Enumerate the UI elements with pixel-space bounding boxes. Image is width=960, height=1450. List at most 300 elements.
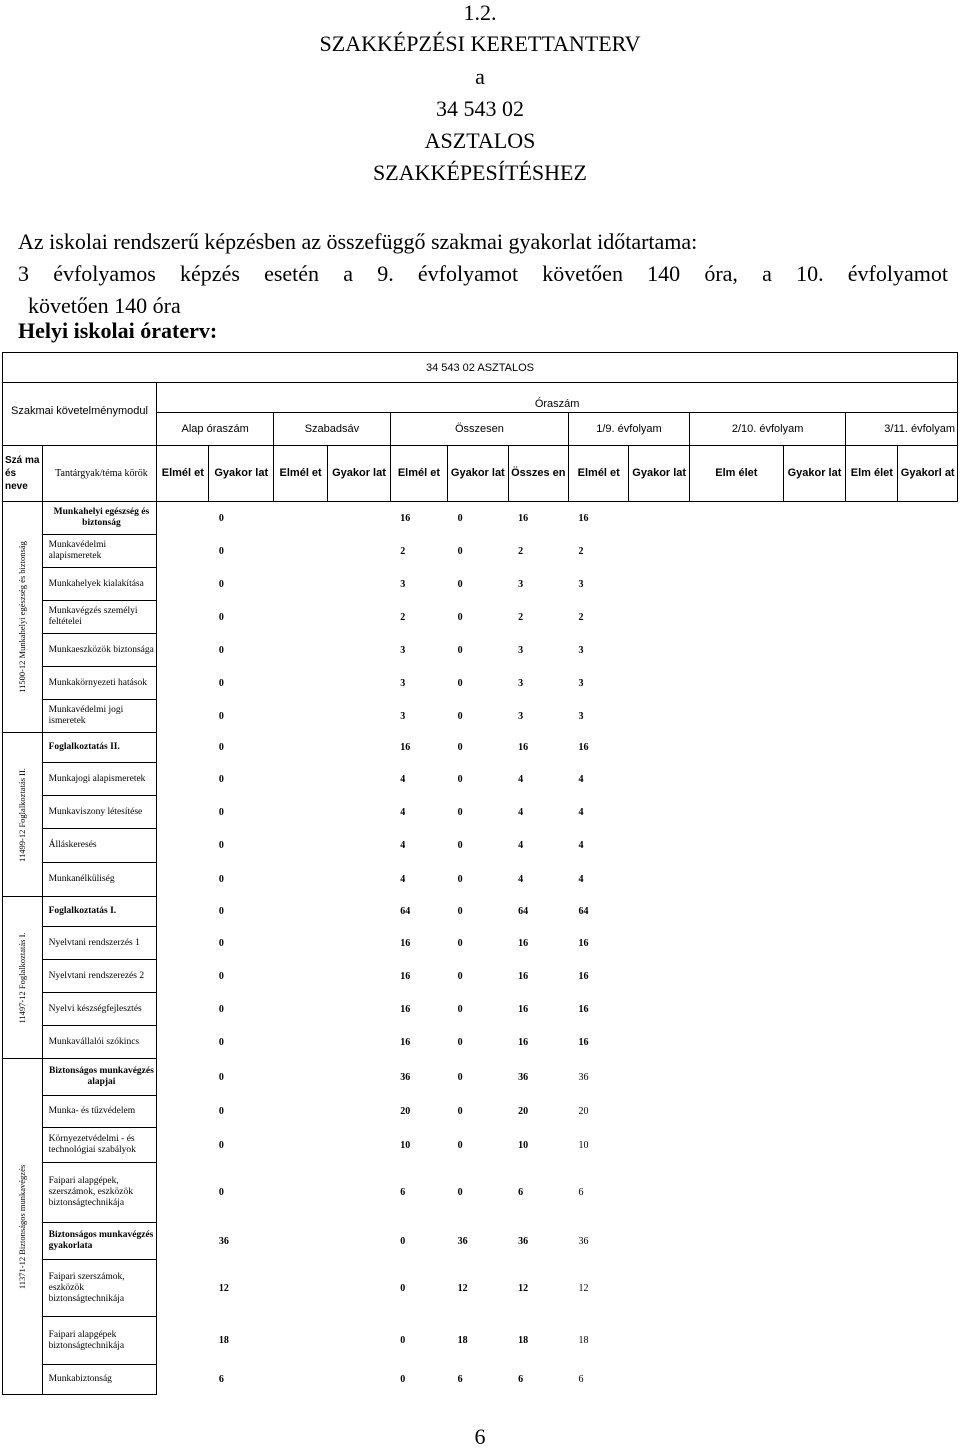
empty-cell bbox=[783, 829, 846, 863]
module-label-text: 11499-12 Foglalkoztatás II. bbox=[17, 767, 28, 862]
topic-cell: Nyelvi készségfejlesztés bbox=[42, 993, 157, 1026]
topic-cell: Munkavédelmi jogi ismeretek bbox=[42, 700, 157, 733]
empty-cell bbox=[898, 1026, 958, 1059]
empty-cell bbox=[898, 502, 958, 535]
empty-cell bbox=[629, 568, 689, 601]
empty-cell bbox=[157, 1223, 209, 1260]
table-row bbox=[3, 1365, 958, 1395]
table-row bbox=[3, 897, 958, 927]
module-label bbox=[3, 502, 43, 733]
hours-cell-e: 16 bbox=[518, 937, 529, 949]
hours-cell-c: 3 bbox=[400, 677, 406, 689]
hours-cell-d: 0 bbox=[457, 937, 463, 949]
table-row bbox=[3, 1096, 958, 1128]
empty-cell bbox=[783, 763, 846, 796]
hours-cell-b: 0 bbox=[218, 710, 224, 722]
hours-cell-e: 3 bbox=[518, 578, 524, 590]
table-row bbox=[3, 733, 958, 763]
hours-cell-f: 2 bbox=[578, 611, 584, 623]
empty-cell bbox=[783, 960, 846, 993]
empty-cell bbox=[157, 1096, 209, 1128]
hours-cell-f: 16 bbox=[578, 970, 589, 982]
table-row bbox=[3, 1260, 958, 1317]
module-header: Szakmai követelménymodul bbox=[3, 383, 157, 446]
hours-cell-e: 6 bbox=[518, 1187, 524, 1198]
hours-cell-f: 18 bbox=[578, 1335, 589, 1346]
hours-cell-f: 4 bbox=[578, 840, 584, 851]
section-title: Helyi iskolai óraterv: bbox=[18, 318, 218, 343]
topic-cell: Faipari alapgépek, szerszámok, eszközök biztonságtechnikája bbox=[42, 1163, 157, 1223]
empty-cell bbox=[629, 634, 689, 667]
hours-cell-e: 4 bbox=[518, 806, 524, 818]
empty-cell bbox=[689, 960, 783, 993]
empty-cell bbox=[328, 634, 391, 667]
hours-cell-f: 2 bbox=[578, 545, 584, 557]
hours-cell-c: 16 bbox=[400, 512, 411, 524]
empty-cell bbox=[783, 733, 846, 763]
empty-cell bbox=[898, 993, 958, 1026]
evfolyam-2-header: 2/10. évfolyam bbox=[689, 413, 845, 446]
hours-cell-d: 0 bbox=[457, 578, 463, 590]
empty-cell bbox=[898, 1365, 958, 1395]
table-row bbox=[3, 796, 958, 829]
empty-cell bbox=[846, 667, 898, 700]
empty-cell bbox=[846, 535, 898, 568]
empty-cell bbox=[629, 1096, 689, 1128]
table-row bbox=[3, 634, 958, 667]
empty-cell bbox=[783, 1163, 846, 1223]
empty-cell bbox=[274, 1026, 328, 1059]
hours-cell-b: 18 bbox=[218, 1335, 229, 1346]
empty-cell bbox=[157, 667, 209, 700]
empty-cell bbox=[328, 1128, 391, 1163]
empty-cell bbox=[846, 601, 898, 634]
empty-cell bbox=[898, 700, 958, 733]
hours-cell-e: 12 bbox=[518, 1282, 529, 1294]
empty-cell bbox=[157, 796, 209, 829]
empty-cell bbox=[274, 960, 328, 993]
empty-cell bbox=[629, 1026, 689, 1059]
empty-cell bbox=[157, 601, 209, 634]
empty-cell bbox=[898, 1163, 958, 1223]
empty-cell bbox=[274, 1096, 328, 1128]
empty-cell bbox=[157, 829, 209, 863]
empty-cell bbox=[783, 700, 846, 733]
column-header-10: Elm élet bbox=[689, 446, 783, 502]
module-label bbox=[3, 897, 43, 1059]
hours-cell-e: 16 bbox=[518, 512, 529, 524]
hours-cell-c: 36 bbox=[400, 1071, 411, 1083]
empty-cell bbox=[629, 927, 689, 960]
empty-cell bbox=[898, 763, 958, 796]
hours-cell-d: 0 bbox=[457, 840, 463, 851]
empty-cell bbox=[846, 1096, 898, 1128]
hours-cell-e: 18 bbox=[518, 1335, 529, 1346]
szabadsav-header: Szabadsáv bbox=[274, 413, 391, 446]
empty-cell bbox=[783, 568, 846, 601]
empty-cell bbox=[846, 1260, 898, 1317]
hours-cell-b: 0 bbox=[218, 545, 224, 557]
empty-cell bbox=[898, 829, 958, 863]
empty-cell bbox=[629, 960, 689, 993]
hours-cell-d: 0 bbox=[457, 1187, 463, 1198]
empty-cell bbox=[689, 535, 783, 568]
empty-cell bbox=[689, 700, 783, 733]
hours-cell-e: 4 bbox=[518, 874, 524, 885]
hours-cell-f: 64 bbox=[578, 906, 589, 917]
hours-cell-b: 0 bbox=[218, 677, 224, 689]
hours-cell-d: 18 bbox=[457, 1335, 468, 1346]
hours-cell-f: 4 bbox=[578, 874, 584, 885]
table-row bbox=[3, 1163, 958, 1223]
empty-cell bbox=[157, 993, 209, 1026]
hours-cell-d: 0 bbox=[457, 906, 463, 917]
hours-cell-c: 0 bbox=[400, 1282, 406, 1294]
hours-cell-e: 4 bbox=[518, 773, 524, 785]
column-header-1: Elmél et bbox=[157, 446, 209, 502]
empty-cell bbox=[846, 927, 898, 960]
hours-cell-f: 16 bbox=[578, 1036, 589, 1048]
hours-cell-b: 0 bbox=[218, 970, 224, 982]
column-header-13: Gyakorl at bbox=[898, 446, 958, 502]
module-label-text: 11371-12 Biztonságos munkavégzés bbox=[17, 1164, 28, 1289]
hours-cell-e: 16 bbox=[518, 1003, 529, 1015]
column-header-8: Elmél et bbox=[569, 446, 629, 502]
hours-cell-b: 0 bbox=[218, 1003, 224, 1015]
empty-cell bbox=[157, 535, 209, 568]
empty-cell bbox=[157, 960, 209, 993]
empty-cell bbox=[783, 1128, 846, 1163]
empty-cell bbox=[328, 1365, 391, 1395]
empty-cell bbox=[274, 1365, 328, 1395]
empty-cell bbox=[846, 1059, 898, 1096]
empty-cell bbox=[783, 535, 846, 568]
empty-cell bbox=[328, 733, 391, 763]
hours-cell-b: 0 bbox=[218, 1139, 224, 1151]
hour-plan-table bbox=[2, 352, 958, 1395]
table-row bbox=[3, 1026, 958, 1059]
empty-cell bbox=[846, 733, 898, 763]
hours-cell-b: 0 bbox=[218, 840, 224, 851]
empty-cell bbox=[157, 1026, 209, 1059]
table-row bbox=[3, 601, 958, 634]
empty-cell bbox=[898, 1096, 958, 1128]
module-label bbox=[3, 733, 43, 897]
empty-cell bbox=[274, 1260, 328, 1317]
column-header-9: Gyakor lat bbox=[629, 446, 689, 502]
hours-cell-c: 16 bbox=[400, 970, 411, 982]
hours-cell-c: 4 bbox=[400, 806, 406, 818]
empty-cell bbox=[328, 897, 391, 927]
table-row bbox=[3, 502, 958, 535]
empty-cell bbox=[629, 1317, 689, 1365]
hours-cell-d: 12 bbox=[457, 1282, 468, 1294]
hours-cell-f: 3 bbox=[578, 710, 584, 722]
hours-cell-b: 0 bbox=[218, 906, 224, 917]
hours-cell-b: 0 bbox=[218, 578, 224, 590]
topic-cell: Nyelvtani rendszerezés 2 bbox=[42, 960, 157, 993]
heading-line4: ASZTALOS bbox=[424, 128, 536, 153]
empty-cell bbox=[629, 796, 689, 829]
hours-cell-b: 0 bbox=[218, 512, 224, 524]
empty-cell bbox=[157, 1059, 209, 1096]
hours-cell-e: 3 bbox=[518, 677, 524, 689]
hours-cell-c: 6 bbox=[400, 1187, 406, 1198]
empty-cell bbox=[846, 568, 898, 601]
empty-cell bbox=[898, 601, 958, 634]
empty-cell bbox=[783, 667, 846, 700]
hours-cell-d: 0 bbox=[457, 710, 463, 722]
empty-cell bbox=[629, 1163, 689, 1223]
column-header-4: Gyakor lat bbox=[328, 446, 391, 502]
empty-cell bbox=[689, 1128, 783, 1163]
table-row bbox=[3, 960, 958, 993]
hours-cell-b: 0 bbox=[218, 806, 224, 818]
table-row bbox=[3, 863, 958, 897]
empty-cell bbox=[689, 733, 783, 763]
hours-cell-b: 36 bbox=[218, 1235, 229, 1247]
empty-cell bbox=[846, 1223, 898, 1260]
table-row bbox=[3, 535, 958, 568]
hours-cell-e: 3 bbox=[518, 644, 524, 656]
empty-cell bbox=[846, 700, 898, 733]
empty-cell bbox=[157, 1260, 209, 1317]
empty-cell bbox=[783, 993, 846, 1026]
empty-cell bbox=[898, 796, 958, 829]
hours-cell-e: 36 bbox=[518, 1071, 529, 1083]
empty-cell bbox=[157, 927, 209, 960]
table-caption: 34 543 02 ASZTALOS bbox=[3, 353, 958, 383]
empty-cell bbox=[783, 634, 846, 667]
empty-cell bbox=[274, 897, 328, 927]
hours-cell-d: 0 bbox=[457, 611, 463, 623]
empty-cell bbox=[328, 1096, 391, 1128]
topic-cell: Munkakörnyezeti hatások bbox=[42, 667, 157, 700]
topic-cell: Faipari alapgépek biztonságtechnikája bbox=[42, 1317, 157, 1365]
hours-cell-b: 0 bbox=[218, 874, 224, 885]
column-header-2: Gyakor lat bbox=[209, 446, 274, 502]
empty-cell bbox=[783, 1096, 846, 1128]
empty-cell bbox=[328, 568, 391, 601]
empty-cell bbox=[157, 1163, 209, 1223]
topic-cell: Munka- és tűzvédelem bbox=[42, 1096, 157, 1128]
table-row bbox=[3, 1059, 958, 1096]
hours-cell-e: 20 bbox=[518, 1106, 529, 1117]
hours-cell-e: 2 bbox=[518, 611, 524, 623]
empty-cell bbox=[328, 1260, 391, 1317]
topic-cell: Munkahelyek kialakítása bbox=[42, 568, 157, 601]
column-header-5: Elmél et bbox=[390, 446, 447, 502]
table-row bbox=[3, 667, 958, 700]
empty-cell bbox=[274, 863, 328, 897]
empty-cell bbox=[629, 1365, 689, 1395]
empty-cell bbox=[689, 667, 783, 700]
empty-cell bbox=[689, 502, 783, 535]
hours-cell-e: 4 bbox=[518, 840, 524, 851]
hours-cell-c: 64 bbox=[400, 906, 411, 917]
empty-cell bbox=[629, 733, 689, 763]
hours-cell-f: 12 bbox=[578, 1282, 589, 1294]
hours-cell-c: 2 bbox=[400, 545, 406, 557]
column-header-3: Elmél et bbox=[274, 446, 328, 502]
empty-cell bbox=[898, 960, 958, 993]
empty-cell bbox=[846, 796, 898, 829]
empty-cell bbox=[783, 1260, 846, 1317]
hours-cell-d: 0 bbox=[457, 512, 463, 524]
empty-cell bbox=[898, 568, 958, 601]
empty-cell bbox=[783, 1059, 846, 1096]
topic-cell: Munkaeszközök biztonsága bbox=[42, 634, 157, 667]
hours-cell-e: 16 bbox=[518, 742, 529, 753]
empty-cell bbox=[629, 1223, 689, 1260]
empty-cell bbox=[846, 897, 898, 927]
page-number: 6 bbox=[474, 1424, 486, 1449]
hours-cell-d: 0 bbox=[457, 1106, 463, 1117]
empty-cell bbox=[689, 1223, 783, 1260]
empty-cell bbox=[274, 535, 328, 568]
topic-header: Tantárgyak/téma körök bbox=[42, 446, 157, 502]
empty-cell bbox=[783, 1026, 846, 1059]
empty-cell bbox=[157, 634, 209, 667]
empty-cell bbox=[274, 796, 328, 829]
empty-cell bbox=[846, 993, 898, 1026]
empty-cell bbox=[898, 1317, 958, 1365]
hours-cell-c: 20 bbox=[400, 1106, 411, 1117]
column-header-11: Gyakor lat bbox=[783, 446, 846, 502]
empty-cell bbox=[846, 829, 898, 863]
empty-cell bbox=[846, 763, 898, 796]
hours-cell-f: 16 bbox=[578, 512, 589, 524]
hours-cell-c: 16 bbox=[400, 742, 411, 753]
empty-cell bbox=[274, 1223, 328, 1260]
table-row bbox=[3, 829, 958, 863]
empty-cell bbox=[689, 763, 783, 796]
hours-cell-f: 3 bbox=[578, 644, 584, 656]
hours-cell-d: 0 bbox=[457, 970, 463, 982]
empty-cell bbox=[629, 1128, 689, 1163]
hours-cell-d: 0 bbox=[457, 742, 463, 753]
hours-cell-b: 12 bbox=[218, 1282, 229, 1294]
topic-cell: Foglalkoztatás I. bbox=[42, 897, 157, 927]
heading-line3: 34 543 02 bbox=[436, 96, 524, 121]
hours-cell-d: 0 bbox=[457, 677, 463, 689]
empty-cell bbox=[328, 863, 391, 897]
empty-cell bbox=[157, 897, 209, 927]
intro-line1: Az iskolai rendszerű képzésben az összefüggő szakmai gyakorlat időtartama: bbox=[18, 229, 698, 254]
intro-line2: 3 évfolyamos képzés esetén a 9. évfolyamot követően 140 óra, a 10. évfolyamot bbox=[18, 261, 948, 286]
hours-cell-e: 16 bbox=[518, 1036, 529, 1048]
topic-cell: Biztonságos munkavégzés gyakorlata bbox=[42, 1223, 157, 1260]
hours-cell-d: 0 bbox=[457, 644, 463, 656]
hours-cell-b: 0 bbox=[218, 1071, 224, 1083]
empty-cell bbox=[629, 502, 689, 535]
heading-line1: SZAKKÉPZÉSI KERETTANTERV bbox=[319, 31, 641, 56]
heading-number: 1.2. bbox=[463, 0, 497, 25]
empty-cell bbox=[629, 1059, 689, 1096]
hours-cell-c: 4 bbox=[400, 874, 406, 885]
empty-cell bbox=[629, 700, 689, 733]
empty-cell bbox=[157, 863, 209, 897]
empty-cell bbox=[274, 700, 328, 733]
hours-cell-c: 2 bbox=[400, 611, 406, 623]
empty-cell bbox=[629, 535, 689, 568]
evfolyam-1-header: 1/9. évfolyam bbox=[569, 413, 690, 446]
topic-cell: Környezetvédelmi - és technológiai szabályok bbox=[42, 1128, 157, 1163]
empty-cell bbox=[157, 763, 209, 796]
empty-cell bbox=[846, 502, 898, 535]
empty-cell bbox=[898, 1128, 958, 1163]
module-label-text: 11497-12 Foglalkoztatás I. bbox=[17, 931, 28, 1024]
empty-cell bbox=[898, 733, 958, 763]
empty-cell bbox=[274, 763, 328, 796]
topic-cell: Álláskeresés bbox=[42, 829, 157, 863]
empty-cell bbox=[274, 667, 328, 700]
hours-cell-d: 0 bbox=[457, 773, 463, 785]
hours-cell-d: 0 bbox=[457, 1003, 463, 1015]
empty-cell bbox=[846, 1317, 898, 1365]
empty-cell bbox=[328, 960, 391, 993]
empty-cell bbox=[689, 1163, 783, 1223]
hours-cell-b: 0 bbox=[218, 1106, 224, 1117]
hours-cell-d: 0 bbox=[457, 806, 463, 818]
hours-cell-c: 16 bbox=[400, 937, 411, 949]
hours-cell-b: 0 bbox=[218, 611, 224, 623]
hours-cell-c: 16 bbox=[400, 1003, 411, 1015]
empty-cell bbox=[898, 897, 958, 927]
hours-cell-f: 36 bbox=[578, 1235, 589, 1247]
hours-cell-b: 0 bbox=[218, 644, 224, 656]
empty-cell bbox=[783, 796, 846, 829]
hours-cell-b: 0 bbox=[218, 1187, 224, 1198]
hours-cell-c: 16 bbox=[400, 1036, 411, 1048]
empty-cell bbox=[898, 1059, 958, 1096]
empty-cell bbox=[689, 1096, 783, 1128]
empty-cell bbox=[689, 796, 783, 829]
empty-cell bbox=[846, 1365, 898, 1395]
hours-cell-d: 36 bbox=[457, 1235, 468, 1247]
empty-cell bbox=[157, 502, 209, 535]
hours-cell-f: 6 bbox=[578, 1374, 584, 1385]
intro-line3: követően 140 óra bbox=[28, 293, 181, 318]
hours-cell-c: 4 bbox=[400, 840, 406, 851]
topic-cell: Munkaviszony létesítése bbox=[42, 796, 157, 829]
module-name-header: Szá ma és neve bbox=[3, 446, 43, 502]
empty-cell bbox=[898, 927, 958, 960]
hours-cell-c: 10 bbox=[400, 1139, 411, 1151]
topic-cell: Munkavégzés személyi feltételei bbox=[42, 601, 157, 634]
topic-cell: Munkavállalói szókincs bbox=[42, 1026, 157, 1059]
empty-cell bbox=[629, 993, 689, 1026]
empty-cell bbox=[274, 1128, 328, 1163]
hours-cell-c: 4 bbox=[400, 773, 406, 785]
table-row bbox=[3, 1128, 958, 1163]
empty-cell bbox=[328, 796, 391, 829]
module-label bbox=[3, 1059, 43, 1395]
hours-cell-c: 0 bbox=[400, 1335, 406, 1346]
hours-cell-c: 0 bbox=[400, 1374, 406, 1385]
empty-cell bbox=[629, 897, 689, 927]
topic-cell: Nyelvtani rendszerzés 1 bbox=[42, 927, 157, 960]
hours-cell-b: 0 bbox=[218, 1036, 224, 1048]
evfolyam-3-header: 3/11. évfolyam bbox=[846, 413, 958, 446]
osszesen-header: Összesen bbox=[390, 413, 568, 446]
empty-cell bbox=[783, 863, 846, 897]
empty-cell bbox=[783, 502, 846, 535]
empty-cell bbox=[846, 1163, 898, 1223]
empty-cell bbox=[898, 667, 958, 700]
hours-cell-e: 2 bbox=[518, 545, 524, 557]
alap-oraszam-header: Alap óraszám bbox=[157, 413, 274, 446]
